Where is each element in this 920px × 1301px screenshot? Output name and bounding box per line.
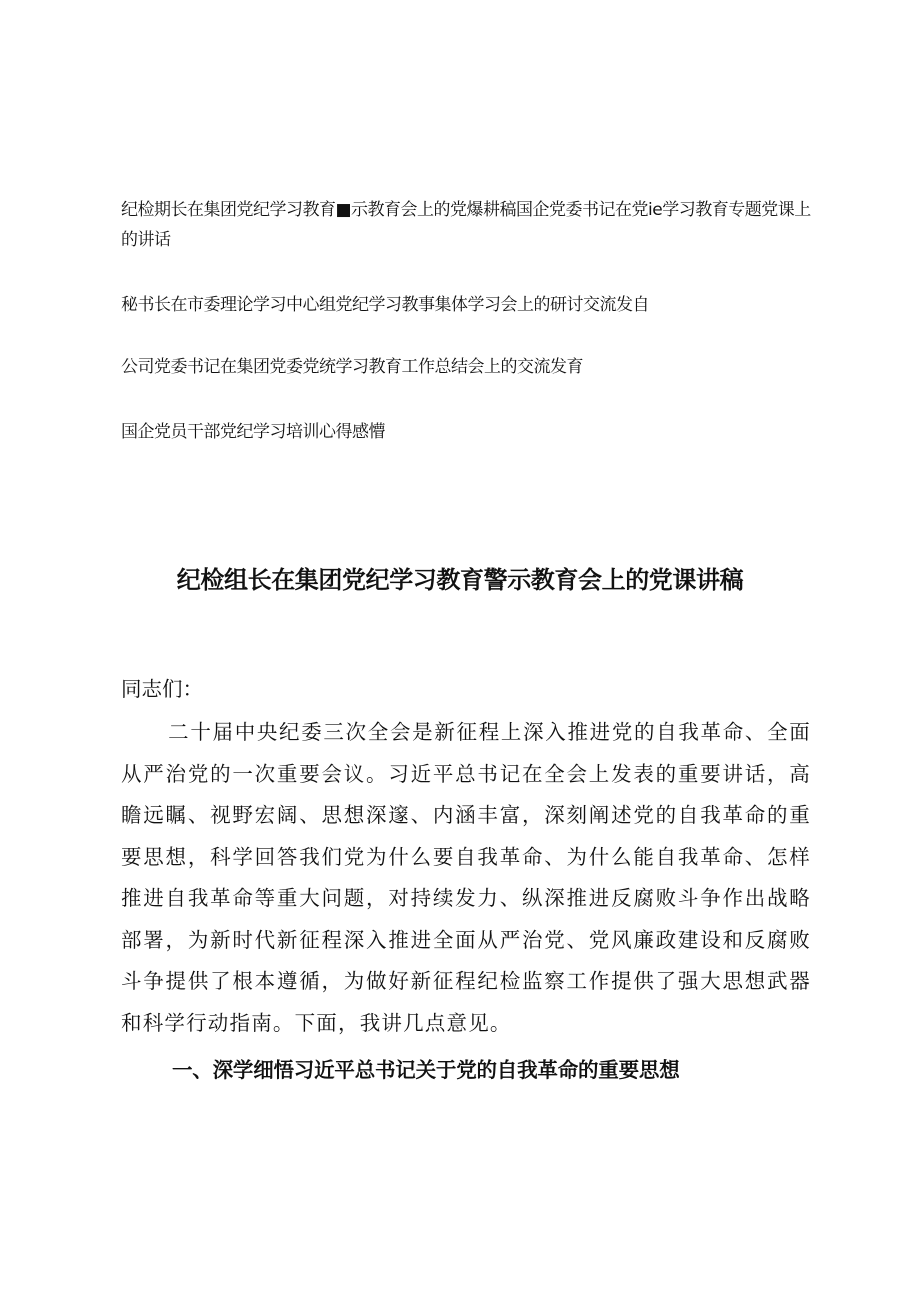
document-title: 纪检组长在集团党纪学习教育警示教育会上的党课讲稿 — [176, 566, 744, 594]
toc-item[interactable]: 公司党委书记在集团党委党统学习教育工作总结会上的交流发育 — [121, 357, 583, 377]
document-body — [121, 666, 811, 1044]
toc-item[interactable]: 秘书长在市委理论学习中心组党纪学习教事集体学习会上的研讨交流发自 — [121, 295, 649, 315]
toc-item[interactable]: 纪检期长在集团党纪学习教育■示教育会上的党爆耕稿国企党委书记在党ie学习教育专题党课上的讲话 — [121, 200, 811, 250]
toc-item[interactable]: 国企党员干部党纪学习培训心得感懵 — [121, 422, 385, 442]
body-paragraph: 二十届中央纪委三次全会是新征程上深入推进党的自我革命、全面从严治党的一次重要会议。习近平总书记在全会上发表的重要讲话，高瞻远瞩、视野宏阔、思想深邃、内涵丰富，深刻阐述党的自我革命的重要思想，科学回答我们党为什么要自我革命、为什么能自我革命、怎样推进自我革命等重大问题，对持续发力、纵深推进反腐败斗争作出战略部署，为新时代新征程深入推进全面从严治党、党风廉政建设和反腐败斗争提供了根本遵循，为做好新征程纪检监察工作提供了强大思想武器和科学行动指南。下面，我讲几点意见。 — [121, 720, 811, 1035]
salutation: 同志们： — [121, 677, 203, 701]
section-heading: 一、深学细悟习近平总书记关于党的自我革命的重要思想 — [172, 1058, 680, 1082]
